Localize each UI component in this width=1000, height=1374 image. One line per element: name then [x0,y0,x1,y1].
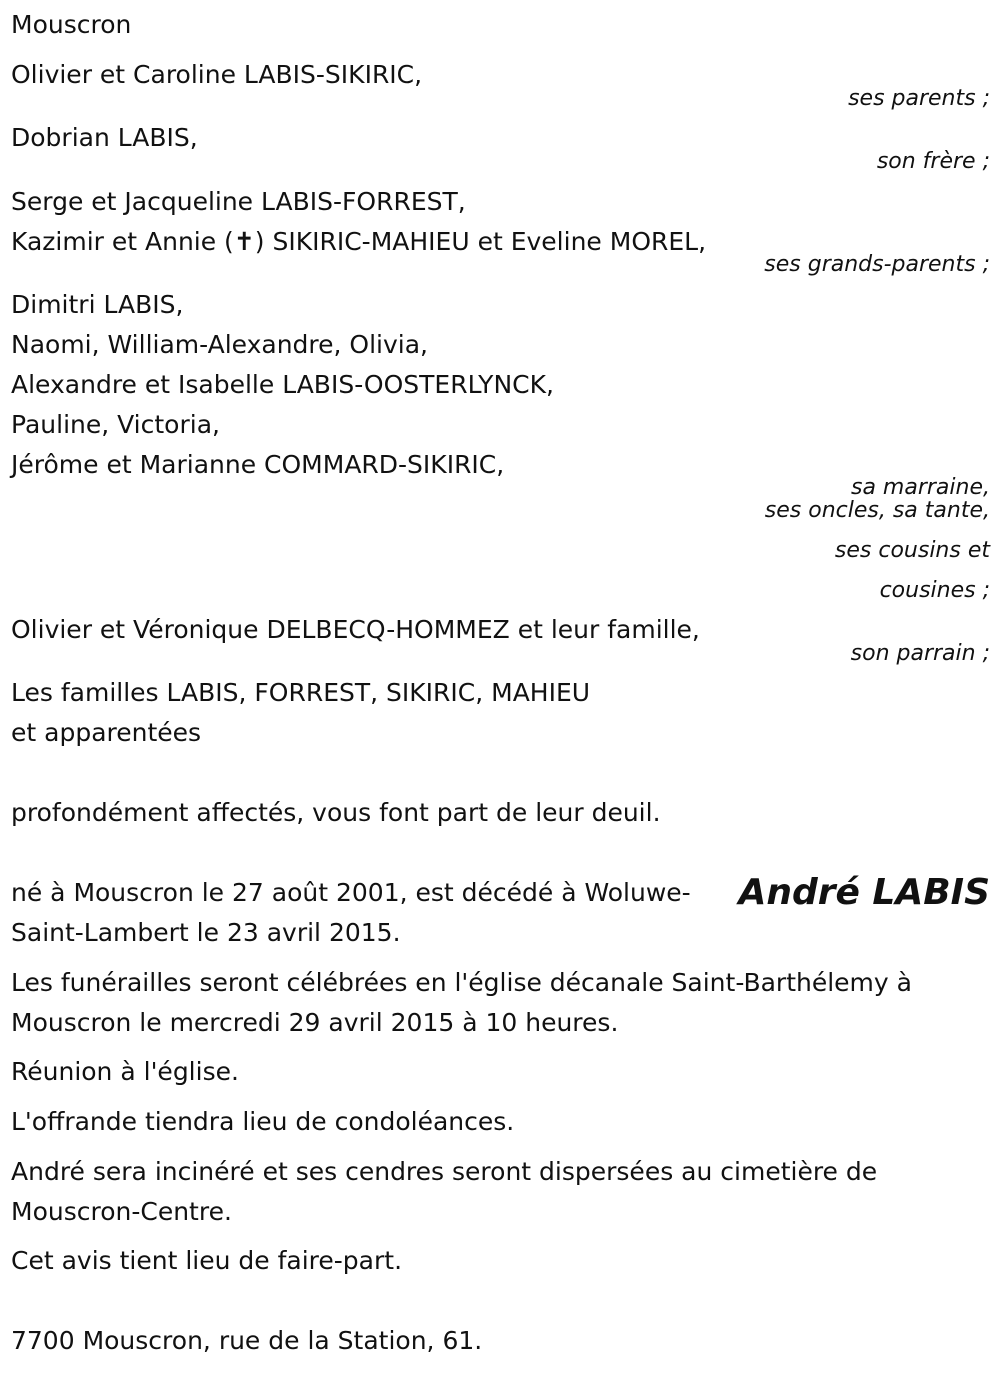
relatives-role: ses oncles, sa tante, [764,498,990,523]
city-header: Mouscron [11,10,132,39]
deceased-name: André LABIS [738,872,990,913]
offering-line: L'offrande tiendra lieu de condoléances. [11,1107,515,1136]
ceremony-line-1: Les funérailles seront célébrées en l'église décanale Saint-Barthélemy à [11,968,912,997]
families-line-1: Les familles LABIS, FORREST, SIKIRIC, MAHIEU [11,678,591,707]
relative-line: Naomi, William-Alexandre, Olivia, [11,330,429,359]
brother-line: Dobrian LABIS, [11,123,198,152]
godfather-line: Olivier et Véronique DELBECQ-HOMMEZ et leur famille, [11,615,700,644]
cremation-line-2: Mouscron-Centre. [11,1197,232,1226]
address-line: 7700 Mouscron, rue de la Station, 61. [11,1326,483,1355]
relatives-role: sa marraine, [850,475,990,500]
birth-death-line-1: né à Mouscron le 27 août 2001, est décédé à Woluwe- [11,878,691,907]
ceremony-line-2: Mouscron le mercredi 29 avril 2015 à 10 heures. [11,1008,619,1037]
godfather-role: son parrain ; [850,641,990,666]
relatives-role: ses cousins et [834,538,990,563]
grandparents-line-2: Kazimir et Annie (✝) SIKIRIC-MAHIEU et Eveline MOREL, [11,227,707,256]
relative-line: Jérôme et Marianne COMMARD-SIKIRIC, [11,450,505,479]
parents-line: Olivier et Caroline LABIS-SIKIRIC, [11,60,423,89]
brother-role: son frère ; [876,149,990,174]
relative-line: Alexandre et Isabelle LABIS-OOSTERLYNCK, [11,370,554,399]
announcement: profondément affectés, vous font part de leur deuil. [11,798,661,827]
meeting-line: Réunion à l'église. [11,1057,239,1086]
notice-line: Cet avis tient lieu de faire-part. [11,1246,403,1275]
relative-line: Pauline, Victoria, [11,410,220,439]
grandparents-role: ses grands-parents ; [764,252,990,277]
birth-death-line-2: Saint-Lambert le 23 avril 2015. [11,918,401,947]
relative-line: Dimitri LABIS, [11,290,184,319]
cremation-line-1: André sera incinéré et ses cendres seront dispersées au cimetière de [11,1157,878,1186]
grandparents-line-1: Serge et Jacqueline LABIS-FORREST, [11,187,466,216]
relatives-role: cousines ; [879,578,990,603]
parents-role: ses parents ; [848,86,990,111]
families-line-2: et apparentées [11,718,202,747]
